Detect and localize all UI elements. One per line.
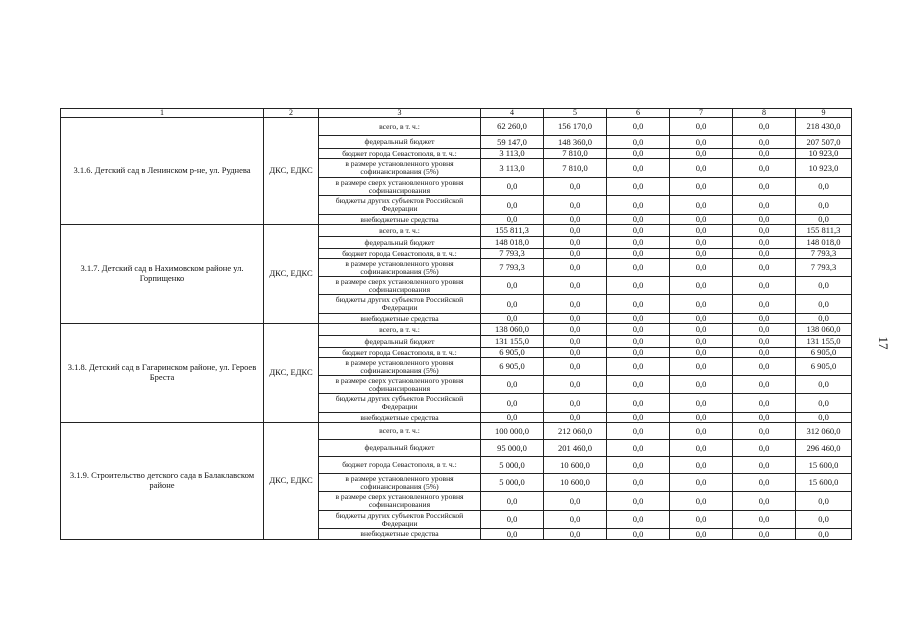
value-cell: 0,0 [733, 225, 796, 237]
value-cell: 0,0 [544, 215, 607, 225]
value-cell: 0,0 [670, 394, 733, 413]
funding-source-cell: внебюджетные средства [319, 413, 481, 423]
value-cell: 7 793,3 [796, 259, 852, 277]
value-cell: 0,0 [733, 529, 796, 540]
value-cell: 148 360,0 [544, 136, 607, 149]
funding-source-cell: бюджет города Севастополя, в т. ч.: [319, 149, 481, 159]
funding-source-cell: бюджеты других субъектов Российской Федерации [319, 511, 481, 529]
header-cell: 5 [544, 109, 607, 118]
value-cell: 0,0 [607, 457, 670, 474]
value-cell: 0,0 [670, 440, 733, 457]
value-cell: 0,0 [607, 511, 670, 529]
value-cell: 0,0 [544, 295, 607, 314]
funding-source-cell: бюджет города Севастополя, в т. ч.: [319, 249, 481, 259]
executor-cell: ДКС, ЕДКС [264, 324, 319, 423]
value-cell: 0,0 [481, 413, 544, 423]
value-cell: 0,0 [481, 295, 544, 314]
value-cell: 0,0 [796, 215, 852, 225]
value-cell: 0,0 [670, 149, 733, 159]
value-cell: 0,0 [733, 215, 796, 225]
value-cell: 0,0 [544, 225, 607, 237]
value-cell: 0,0 [733, 348, 796, 358]
value-cell: 0,0 [544, 358, 607, 376]
value-cell: 0,0 [796, 178, 852, 196]
value-cell: 0,0 [733, 474, 796, 492]
value-cell: 0,0 [796, 529, 852, 540]
value-cell: 0,0 [607, 423, 670, 440]
funding-source-cell: в размере установленного уровня софинансирования (5%) [319, 474, 481, 492]
value-cell: 0,0 [481, 178, 544, 196]
value-cell: 0,0 [670, 295, 733, 314]
value-cell: 0,0 [544, 529, 607, 540]
value-cell: 148 018,0 [796, 237, 852, 249]
value-cell: 7 793,3 [481, 249, 544, 259]
value-cell: 0,0 [481, 314, 544, 324]
value-cell: 0,0 [481, 511, 544, 529]
value-cell: 131 155,0 [796, 336, 852, 348]
value-cell: 0,0 [607, 277, 670, 295]
value-cell: 296 460,0 [796, 440, 852, 457]
value-cell: 0,0 [733, 178, 796, 196]
value-cell: 0,0 [607, 196, 670, 215]
value-cell: 7 793,3 [796, 249, 852, 259]
value-cell: 15 600,0 [796, 457, 852, 474]
value-cell: 0,0 [544, 394, 607, 413]
funding-source-cell: внебюджетные средства [319, 529, 481, 540]
value-cell: 0,0 [607, 529, 670, 540]
value-cell: 0,0 [670, 529, 733, 540]
value-cell: 0,0 [607, 348, 670, 358]
value-cell: 0,0 [607, 314, 670, 324]
funding-source-cell: федеральный бюджет [319, 237, 481, 249]
funding-table [60, 108, 852, 540]
value-cell: 0,0 [670, 492, 733, 511]
value-cell: 7 810,0 [544, 149, 607, 159]
value-cell: 7 810,0 [544, 159, 607, 178]
header-cell: 2 [264, 109, 319, 118]
funding-source-cell: всего, в т. ч.: [319, 324, 481, 336]
value-cell: 0,0 [607, 136, 670, 149]
value-cell: 0,0 [607, 474, 670, 492]
executor-cell: ДКС, ЕДКС [264, 423, 319, 540]
value-cell: 156 170,0 [544, 118, 607, 136]
object-name-cell: 3.1.8. Детский сад в Гагаринском районе, ул. Героев Бреста [61, 324, 264, 423]
funding-source-cell: федеральный бюджет [319, 336, 481, 348]
value-cell: 0,0 [670, 474, 733, 492]
executor-cell: ДКС, ЕДКС [264, 118, 319, 225]
value-cell: 0,0 [670, 215, 733, 225]
header-cell: 8 [733, 109, 796, 118]
value-cell: 0,0 [733, 492, 796, 511]
value-cell: 0,0 [607, 394, 670, 413]
value-cell: 0,0 [670, 136, 733, 149]
value-cell: 15 600,0 [796, 474, 852, 492]
value-cell: 0,0 [733, 314, 796, 324]
value-cell: 10 600,0 [544, 474, 607, 492]
value-cell: 0,0 [544, 511, 607, 529]
value-cell: 312 060,0 [796, 423, 852, 440]
value-cell: 218 430,0 [796, 118, 852, 136]
value-cell: 0,0 [733, 358, 796, 376]
value-cell: 0,0 [607, 159, 670, 178]
value-cell: 6 905,0 [796, 348, 852, 358]
value-cell: 0,0 [607, 149, 670, 159]
value-cell: 0,0 [733, 196, 796, 215]
value-cell: 0,0 [481, 196, 544, 215]
value-cell: 212 060,0 [544, 423, 607, 440]
value-cell: 0,0 [607, 324, 670, 336]
value-cell: 0,0 [733, 277, 796, 295]
value-cell: 0,0 [670, 259, 733, 277]
value-cell: 0,0 [733, 118, 796, 136]
page-number: 17 [876, 336, 891, 350]
value-cell: 0,0 [481, 394, 544, 413]
funding-source-cell: в размере установленного уровня софинансирования (5%) [319, 358, 481, 376]
value-cell: 0,0 [733, 336, 796, 348]
value-cell: 0,0 [796, 196, 852, 215]
value-cell: 6 905,0 [481, 348, 544, 358]
value-cell: 0,0 [733, 259, 796, 277]
value-cell: 0,0 [607, 336, 670, 348]
value-cell: 0,0 [607, 358, 670, 376]
value-cell: 0,0 [544, 237, 607, 249]
header-row [61, 109, 852, 118]
value-cell: 0,0 [481, 529, 544, 540]
header-cell: 6 [607, 109, 670, 118]
header-cell: 3 [319, 109, 481, 118]
value-cell: 0,0 [670, 225, 733, 237]
value-cell: 0,0 [544, 348, 607, 358]
value-cell: 0,0 [481, 492, 544, 511]
value-cell: 0,0 [481, 277, 544, 295]
value-cell: 0,0 [670, 336, 733, 348]
value-cell: 0,0 [670, 249, 733, 259]
value-cell: 6 905,0 [481, 358, 544, 376]
object-name-cell: 3.1.7. Детский сад в Нахимовском районе ул. Горпищенко [61, 225, 264, 324]
value-cell: 0,0 [796, 492, 852, 511]
value-cell: 0,0 [544, 249, 607, 259]
value-cell: 0,0 [670, 159, 733, 178]
value-cell: 0,0 [733, 457, 796, 474]
value-cell: 3 113,0 [481, 159, 544, 178]
value-cell: 138 060,0 [481, 324, 544, 336]
funding-source-cell: федеральный бюджет [319, 440, 481, 457]
value-cell: 0,0 [733, 440, 796, 457]
value-cell: 6 905,0 [796, 358, 852, 376]
value-cell: 148 018,0 [481, 237, 544, 249]
table-row [61, 423, 852, 440]
value-cell: 59 147,0 [481, 136, 544, 149]
value-cell: 0,0 [796, 314, 852, 324]
funding-source-cell: в размере сверх установленного уровня софинансирования [319, 178, 481, 196]
value-cell: 0,0 [733, 295, 796, 314]
funding-source-cell: в размере сверх установленного уровня софинансирования [319, 277, 481, 295]
value-cell: 0,0 [544, 336, 607, 348]
funding-source-cell: всего, в т. ч.: [319, 225, 481, 237]
funding-source-cell: бюджет города Севастополя, в т. ч.: [319, 348, 481, 358]
value-cell: 3 113,0 [481, 149, 544, 159]
value-cell: 0,0 [544, 277, 607, 295]
value-cell: 0,0 [733, 249, 796, 259]
value-cell: 10 923,0 [796, 159, 852, 178]
value-cell: 10 923,0 [796, 149, 852, 159]
value-cell: 0,0 [544, 259, 607, 277]
value-cell: 0,0 [607, 118, 670, 136]
value-cell: 10 600,0 [544, 457, 607, 474]
value-cell: 0,0 [733, 413, 796, 423]
value-cell: 0,0 [607, 440, 670, 457]
value-cell: 95 000,0 [481, 440, 544, 457]
value-cell: 155 811,3 [796, 225, 852, 237]
value-cell: 62 260,0 [481, 118, 544, 136]
funding-source-cell: в размере установленного уровня софинансирования (5%) [319, 159, 481, 178]
value-cell: 0,0 [670, 358, 733, 376]
value-cell: 0,0 [670, 348, 733, 358]
funding-source-cell: внебюджетные средства [319, 314, 481, 324]
header-cell: 4 [481, 109, 544, 118]
object-name-cell: 3.1.9. Строительство детского сада в Балаклавском районе [61, 423, 264, 540]
value-cell: 0,0 [733, 149, 796, 159]
value-cell: 138 060,0 [796, 324, 852, 336]
value-cell: 0,0 [607, 215, 670, 225]
funding-source-cell: в размере сверх установленного уровня софинансирования [319, 376, 481, 394]
value-cell: 0,0 [607, 259, 670, 277]
executor-cell: ДКС, ЕДКС [264, 225, 319, 324]
value-cell: 100 000,0 [481, 423, 544, 440]
value-cell: 0,0 [733, 394, 796, 413]
value-cell: 0,0 [607, 376, 670, 394]
value-cell: 0,0 [733, 159, 796, 178]
table-body [61, 109, 852, 540]
funding-source-cell: в размере установленного уровня софинансирования (5%) [319, 259, 481, 277]
value-cell: 7 793,3 [481, 259, 544, 277]
value-cell: 0,0 [544, 492, 607, 511]
value-cell: 0,0 [733, 423, 796, 440]
value-cell: 0,0 [670, 324, 733, 336]
header-cell: 1 [61, 109, 264, 118]
value-cell: 0,0 [733, 376, 796, 394]
value-cell: 0,0 [481, 215, 544, 225]
value-cell: 0,0 [796, 511, 852, 529]
funding-source-cell: всего, в т. ч.: [319, 118, 481, 136]
value-cell: 131 155,0 [481, 336, 544, 348]
table-row [61, 324, 852, 336]
value-cell: 0,0 [796, 295, 852, 314]
value-cell: 0,0 [796, 277, 852, 295]
value-cell: 0,0 [796, 376, 852, 394]
funding-source-cell: бюджеты других субъектов Российской Федерации [319, 295, 481, 314]
value-cell: 0,0 [670, 196, 733, 215]
value-cell: 5 000,0 [481, 457, 544, 474]
value-cell: 0,0 [607, 295, 670, 314]
value-cell: 0,0 [670, 413, 733, 423]
value-cell: 155 811,3 [481, 225, 544, 237]
funding-source-cell: федеральный бюджет [319, 136, 481, 149]
funding-source-cell: бюджеты других субъектов Российской Федерации [319, 196, 481, 215]
value-cell: 0,0 [544, 413, 607, 423]
value-cell: 0,0 [796, 394, 852, 413]
value-cell: 0,0 [481, 376, 544, 394]
value-cell: 0,0 [607, 492, 670, 511]
table-row [61, 225, 852, 237]
header-cell: 9 [796, 109, 852, 118]
value-cell: 0,0 [670, 118, 733, 136]
value-cell: 0,0 [670, 511, 733, 529]
value-cell: 0,0 [670, 314, 733, 324]
value-cell: 0,0 [607, 413, 670, 423]
value-cell: 0,0 [607, 225, 670, 237]
value-cell: 0,0 [733, 511, 796, 529]
value-cell: 5 000,0 [481, 474, 544, 492]
value-cell: 0,0 [607, 249, 670, 259]
object-name-cell: 3.1.6. Детский сад в Ленинском р-не, ул. Руднева [61, 118, 264, 225]
value-cell: 0,0 [670, 277, 733, 295]
value-cell: 0,0 [544, 376, 607, 394]
value-cell: 0,0 [796, 413, 852, 423]
value-cell: 0,0 [670, 457, 733, 474]
table-row [61, 118, 852, 136]
value-cell: 0,0 [544, 324, 607, 336]
value-cell: 0,0 [733, 136, 796, 149]
value-cell: 0,0 [544, 314, 607, 324]
value-cell: 0,0 [733, 324, 796, 336]
value-cell: 201 460,0 [544, 440, 607, 457]
funding-source-cell: всего, в т. ч.: [319, 423, 481, 440]
value-cell: 0,0 [670, 237, 733, 249]
value-cell: 0,0 [607, 178, 670, 196]
value-cell: 0,0 [670, 376, 733, 394]
value-cell: 0,0 [544, 178, 607, 196]
value-cell: 0,0 [544, 196, 607, 215]
value-cell: 0,0 [670, 423, 733, 440]
value-cell: 207 507,0 [796, 136, 852, 149]
value-cell: 0,0 [607, 237, 670, 249]
header-cell: 7 [670, 109, 733, 118]
value-cell: 0,0 [670, 178, 733, 196]
funding-source-cell: бюджет города Севастополя, в т. ч.: [319, 457, 481, 474]
funding-source-cell: в размере сверх установленного уровня софинансирования [319, 492, 481, 511]
funding-source-cell: внебюджетные средства [319, 215, 481, 225]
value-cell: 0,0 [733, 237, 796, 249]
funding-source-cell: бюджеты других субъектов Российской Федерации [319, 394, 481, 413]
